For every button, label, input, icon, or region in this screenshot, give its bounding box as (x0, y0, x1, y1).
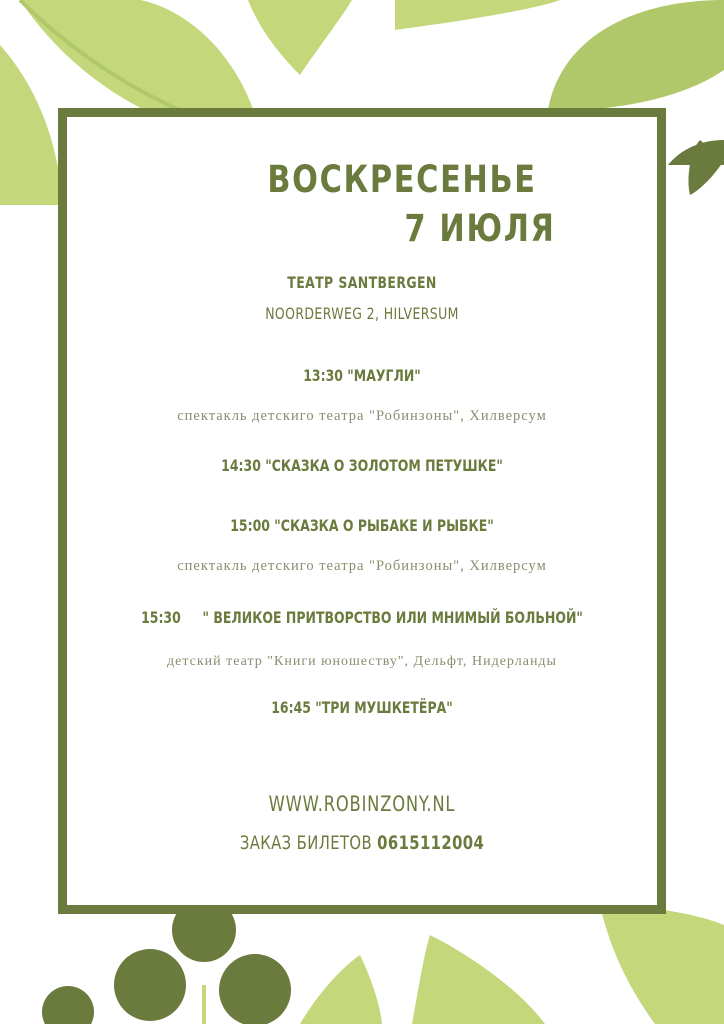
tickets-phone[interactable]: 0615112004 (377, 832, 485, 854)
tickets-label: ЗАКАЗ БИЛЕТОВ (239, 832, 373, 854)
leaf-icon (0, 45, 62, 205)
leaf-icon (300, 955, 382, 1024)
program-item-1: 13:30 "МАУГЛИ" (303, 366, 421, 385)
leaf-icon (548, 0, 724, 110)
leaf-icon (412, 935, 545, 1024)
program-item-5: 16:45 "ТРИ МУШКЕТЁРА" (271, 698, 453, 717)
title-date: 7 ИЮЛЯ (404, 207, 556, 250)
program-item-3: 15:00 "СКАЗКА О РЫБАКЕ И РЫБКЕ" (230, 516, 494, 535)
leaf-icon (600, 905, 724, 1024)
program-item-4 (80, 608, 645, 627)
leaf-icon (248, 0, 352, 75)
venue-address: NOORDERWEG 2, HILVERSUM (265, 304, 459, 323)
website-link[interactable]: WWW.ROBINZONY.NL (268, 792, 456, 816)
program-item-4-time: 15:30 (141, 608, 181, 627)
venue-name: ТЕАТР SANTBERGEN (287, 273, 437, 292)
title-day: ВОСКРЕСЕНЬЕ (267, 158, 537, 201)
program-item-2: 14:30 "СКАЗКА О ЗОЛОТОМ ПЕТУШКЕ" (221, 456, 503, 475)
program-note-3: спектакль детскиго театра "Робинзоны", Хилверсум (177, 558, 547, 574)
program-item-4-title: " ВЕЛИКОЕ ПРИТВОРСТВО ИЛИ МНИМЫЙ БОЛЬНОЙ" (202, 608, 583, 627)
tickets-line (80, 832, 645, 854)
leaf-icon (395, 0, 560, 30)
program-note-4: детский театр "Книги юношеству", Дельфт, Нидерланды (167, 654, 557, 669)
program-note-1: спектакль детскиго театра "Робинзоны", Хилверсум (177, 408, 547, 424)
